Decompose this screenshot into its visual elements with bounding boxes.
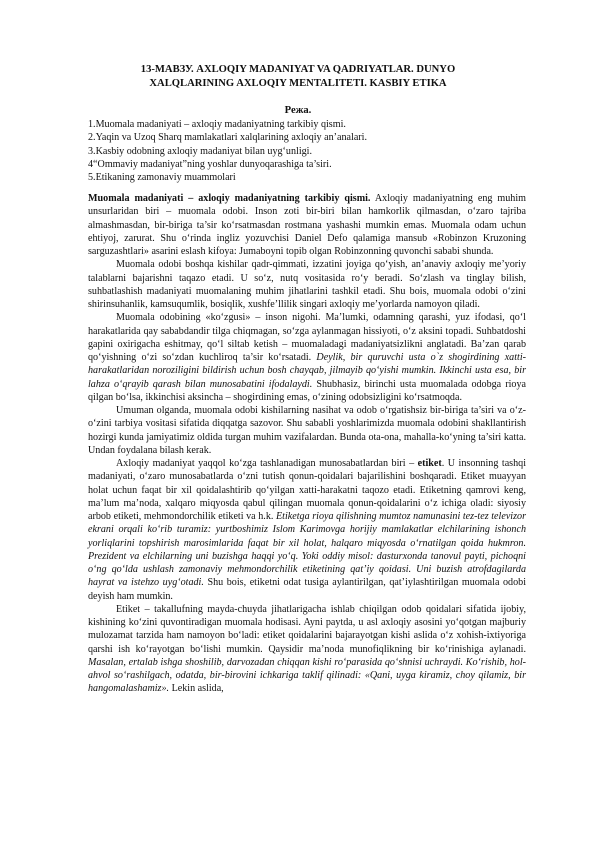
- plan-heading: Режа.: [284, 105, 312, 116]
- paragraph-text: Axloqiy madaniyat yaqqol ko‘zga tashlanadigan munosabatlardan biri –: [116, 458, 418, 469]
- term-bold: etiket: [417, 458, 442, 469]
- title-line-2: XALQLARINING AXLOQIY MENTALITETI. KASBIY ETIKA: [149, 78, 447, 89]
- paragraph-text: . U insonning tashqi madaniyati, o‘zaro munosabatlarda o‘zni tutish qonun-qoidalari bajarilishini boshqaradi. Etiket muayyan holat uchun faqat bir xil qoidalashtirib qo‘yilgan xatti-harakatni taqozo etadi. Etiketning qamrovi keng, ma’lum ma’noda, xalqaro miqyosda qabul qilingan muomala qonun-qoidalarini o‘z ichiga oladi: siyosiy arbob etiketi, mehmondorchilik etiketi va h.k.: [88, 458, 526, 522]
- paragraph-text: Shu bois, etiketni odat tusiga aylantirilgan, qat’iylashtirilgan muomala odobi deyish ham mumkin.: [88, 577, 527, 602]
- italic-example: Masalan, ertalab ishga shoshilib, darvozadan chiqqan kishi ro‘parasida qo‘shnisi uchraydi. Ko‘rishib, hol-ahvol so‘rashilgach, odatda, bir-birovini ichkariga taklif qilinadi: «Qani, uyga kiramiz, choy qilamiz, bir hangomalashamiz».: [88, 656, 526, 695]
- paragraph: [88, 457, 526, 603]
- page-title: [70, 63, 526, 91]
- paragraph: Muomala odobi boshqa kishilar qadr-qimmati, izzatini joyiga qo‘yish, an’anaviy axloqiy me’yoriy talablarni bajarishni taqazo etadi. U so‘z, nutq vositasida ro‘y beradi. So‘zlash va tinglay bilish, suhbatlashish madaniyati muomalaning muhim jihatlarini tashkil etadi. Shu bois, muomala odobi o‘zini shirinsuhanlik, kamsuqumlik, bosiqlik, xushfe’llilik singari axloqiy me’yorlarda namoyon qiladi.: [88, 259, 526, 310]
- paragraph-text: Axloqiy madaniyatning eng muhim unsurlaridan biri – muomala odobi. Inson zoti bir-biri bilan hamkorlik qilmasdan, o‘zaro tajriba almashmasdan, bir-biriga ta’sir ko‘rsatmasdan rostmana yashashi mumkin emas. Muomala odam uchun ehtiyoj, zarurat. Shu o‘rinda ingliz yozuvchisi Daniel Defo qalamiga mansub «Robinzon Kruzoning sarguzashtlari» asarini eslash kifoya: Jumaboyni topib olgan Robinzonning quvonchi sababi shunda.: [88, 193, 526, 257]
- title-line-1: 13-МАВЗУ. AXLOQIY MADANIYAT VA QADRIYATLAR. DUNYO: [140, 64, 456, 75]
- plan-item: 5.Etikaning zamonaviy muammolari: [88, 172, 236, 184]
- plan-item: 3.Kasbiy odobning axloqiy madaniyat bilan uyg‘unligi.: [88, 145, 312, 157]
- italic-example: Deylik, bir quruvchi usta o`z shogirdining xatti-harakatlaridan noroziligini bildirish uchun bosh chayqab, jilmayib qo‘yishi mumkin. Ikkinchi usta esa, bir lahza o‘qrayib qarash bilan munosabatini ifodalaydi.: [88, 352, 526, 390]
- paragraph: [88, 311, 526, 404]
- paragraph: Umuman olganda, muomala odobi kishilarning nasihat va odob o‘rgatishsiz bir-biriga ta’siri va o‘z-o‘zini tarbiya vositasi sifatida diqqatga sazovor. Shu sababli yoshlarimizda muomala odobini shakllantirish hozirgi kunda jamiyatimiz oldida turgan muhim vazifalardan. Bunda ota-ona, mahalla-ko‘yning ta’siri katta. Undan foydalana bilash kerak.: [88, 405, 526, 456]
- plan-item: 4“Ommaviy madaniyat”ning yoshlar dunyoqarashiga ta’siri.: [88, 158, 332, 170]
- paragraph-text: Etiket – takallufning mayda-chuyda jihatlarigacha ishlab chiqilgan odob qoidalari sifatida ijobiy, kishining ko‘zini quvontiradigan muomala hodisasi. Ayni paytda, u asl axloqiy asosini yo‘qotgan majburiy mulozamat tarzida ham namoyon bo‘ladi: etiket qoidalarini bajarayotgan kishi aslida o‘z xohish-ixtiyoriga qarshi ish ko‘rayotgan bo‘lishi mumkin. Qaysidir ma’noda munofiqlikning bir ko‘rinishiga aylanadi.: [88, 603, 526, 655]
- paragraph-text: Muomala odobining «ko‘zgusi» – inson nigohi. Ma’lumki, odamning qarashi, yuz ifodasi, qo‘l harakatlarida qay sababdandir tilga chiqmagan, so‘zga aylanmagan hissiyoti, o‘z aksini topadi. Suhbatdoshi gapini oxirigacha eshitmay, qo‘l siltab ketish – muomaladagi madaniyatsizlikni anglatadi. Ba’zan qarab qo‘yishning o‘zi so‘zdan kuchliroq ta’sir ko‘rsatadi.: [88, 312, 526, 363]
- plan-list: [88, 118, 528, 184]
- paragraph: [88, 192, 526, 258]
- paragraph-text: Lekin aslida,: [169, 683, 224, 695]
- body-text: [88, 192, 526, 696]
- italic-example: Etiketga rioya qilishning mumtoz namunasini tez-tez televizor ekrani orqali ko‘rib turamiz: yurtboshimiz Islom Karimovga horijiy mamlakatlar elchilarining ishonch yorliqlarini topshirish marosimlarida faqat bir xil holat, halqaro miqyosda o‘rnatilgan qoida hukmron. Prezident va elchilarning uni buzishga haqqi yo‘q. Yoki oddiy misol: dasturxonda tanovul payti, pichoqni o‘ng qo‘lda ushlash zamonaviy mehmondorchilik etiketining qat’iy qoidasi. Uni buzish atrofdagilarda hayrat va istehzo uyg‘otadi.: [88, 511, 527, 589]
- section-heading-inline: Muomala madaniyati – axloqiy madaniyatning tarkibiy qismi.: [88, 193, 371, 204]
- paragraph: [88, 603, 526, 696]
- plan-item: 2.Yaqin va Uzoq Sharq mamlakatlari xalqlarining axloqiy an’analari.: [88, 132, 367, 144]
- paragraph-text: Shubhasiz, birinchi usta muomalada odobga rioya qilgan bo‘lsa, ikkinchisi aksincha – shogirdining emas, o‘zining odobsizligini ko‘rsatmoqda.: [88, 378, 526, 403]
- plan-item: 1.Muomala madaniyati – axloqiy madaniyatning tarkibiy qismi.: [88, 119, 346, 130]
